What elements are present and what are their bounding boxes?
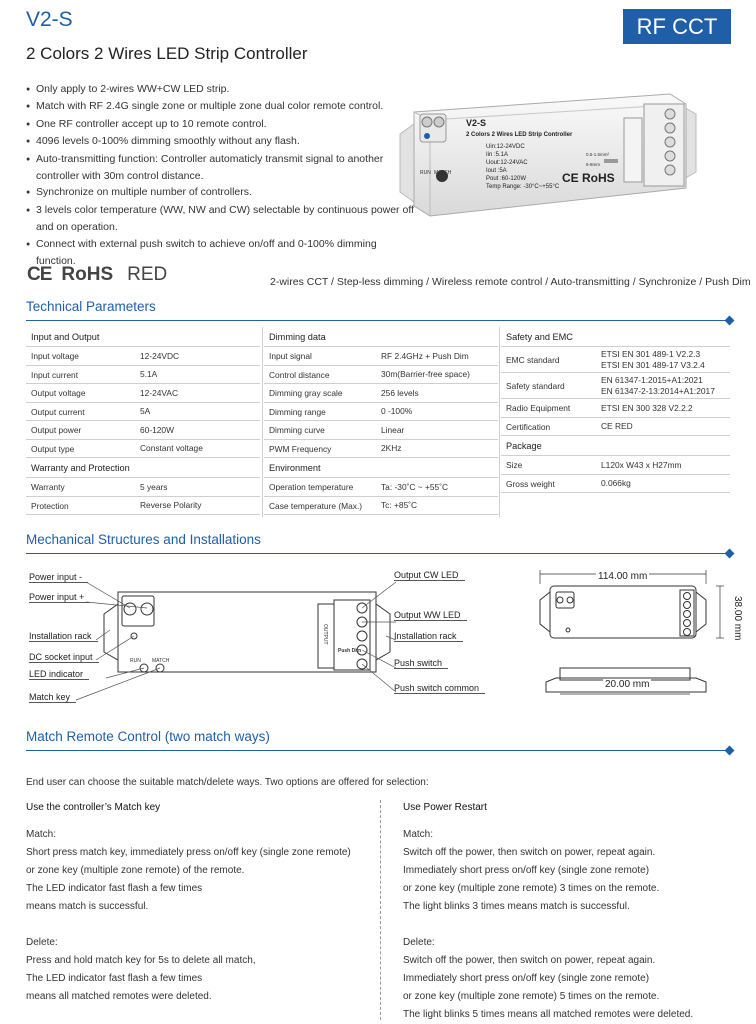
table-row: Case temperature (Max.) Tc: +85˚C xyxy=(269,500,418,511)
table-section-heading: Safety and EMC xyxy=(506,332,573,342)
callout-label: Power input + xyxy=(29,592,90,603)
callout-label: Match key xyxy=(29,692,76,703)
leader-line xyxy=(96,636,134,660)
product-spec-text: Temp Range: -30°C~+55°C xyxy=(486,184,560,190)
divider-end-marker xyxy=(725,316,735,326)
leader-line xyxy=(86,602,147,608)
instruction-line: means match is successful. xyxy=(26,901,149,912)
column-divider xyxy=(262,327,263,517)
svg-text:0.5-1.5mm²: 0.5-1.5mm² xyxy=(586,152,610,157)
delete-steps xyxy=(26,952,376,1006)
feature-item: ● 4096 levels 0-100% dimming smoothly without any flash. xyxy=(26,133,416,150)
table-row: Warranty 5 years xyxy=(31,481,168,493)
leader-line xyxy=(96,630,110,640)
table-row: PWM Frequency 2KHz xyxy=(269,443,402,454)
table-section-heading: Environment xyxy=(269,463,321,473)
instruction-line: Short press match key, immediately press on/off key (single zone remote) xyxy=(26,847,351,858)
match-label: Match: xyxy=(26,829,57,840)
feature-item: ● One RF controller accept up to 10 remote control. xyxy=(26,116,416,133)
section-divider xyxy=(26,750,730,751)
instruction-line: Immediately short press on/off key (single zone remote) xyxy=(403,865,650,876)
section-divider xyxy=(26,553,730,554)
feature-tagline: 2-wires CCT / Step-less dimming / Wireless remote control / Auto-transmitting / Synchronize / Push Dim xyxy=(270,276,751,288)
feature-list xyxy=(26,81,416,269)
red-mark: RED xyxy=(127,264,168,285)
section-divider xyxy=(26,320,730,321)
ce-mark: CE xyxy=(27,264,52,285)
callout-label: Power input - xyxy=(29,572,88,583)
svg-text:MATCH: MATCH xyxy=(434,170,452,176)
match-label: Match: xyxy=(403,829,434,840)
leader-line xyxy=(76,668,160,700)
table-row: Protection Reverse Polarity xyxy=(31,500,202,511)
instruction-line: The LED indicator fast flash a few times xyxy=(26,973,203,984)
match-title: Match Remote Control (two match ways) xyxy=(26,729,270,744)
table-row: Gross weight 0.066kg xyxy=(506,478,631,489)
table-row: Input voltage 12-24VDC xyxy=(31,350,180,362)
table-row: Control distance 30m(Barrier-free space) xyxy=(269,369,470,380)
callout-label: Output WW LED xyxy=(394,610,467,621)
mechanical-title: Mechanical Structures and Installations xyxy=(26,532,261,547)
table-row: Safety standard EN 61347-1:2015+A1:2021 EN 61347-2-13:2014+A1:2017 xyxy=(506,375,715,396)
leader-line xyxy=(362,664,396,692)
page-title: V2-S xyxy=(26,8,73,31)
table-row: Output power 60-120W xyxy=(31,424,174,436)
installation-diagram xyxy=(26,560,486,710)
table-section-heading: Input and Output xyxy=(31,332,100,342)
product-spec-text: Iout :5A xyxy=(486,168,507,174)
table-row: Operation temperature Ta: -30˚C ~ +55˚C xyxy=(269,481,449,493)
svg-text:MATCH: MATCH xyxy=(152,658,170,664)
svg-text:OUTPUT: OUTPUT xyxy=(322,624,328,645)
callout-label: Installation rack xyxy=(29,631,98,642)
leader-line xyxy=(362,582,396,608)
match-method-power xyxy=(403,799,743,1024)
match-intro: End user can choose the suitable match/delete ways. Two options are offered for selection: xyxy=(26,777,429,788)
feature-item: ● Only apply to 2-wires WW+CW LED strip. xyxy=(26,81,416,98)
divider-end-marker xyxy=(725,549,735,559)
svg-text:V2-S: V2-S xyxy=(466,118,487,128)
height-dimension: 38.00 mm xyxy=(732,596,743,641)
table-row: Size L120x W43 x H27mm xyxy=(506,459,682,471)
tech-params-title: Technical Parameters xyxy=(26,299,156,314)
feature-item: ● Synchronize on multiple number of controllers. xyxy=(26,184,416,201)
method-heading: Use the controller’s Match key xyxy=(26,802,161,813)
table-row: Certification CE RED xyxy=(506,421,633,432)
page-subtitle: 2 Colors 2 Wires LED Strip Controller xyxy=(26,44,308,63)
instruction-line: or zone key (multiple zone remote) 5 times on the remote. xyxy=(403,991,660,1002)
match-steps xyxy=(26,844,376,916)
table-row: Input signal RF 2.4GHz + Push Dim xyxy=(269,350,469,362)
delete-label: Delete: xyxy=(403,937,435,948)
column-divider xyxy=(380,800,381,1020)
callout-label: Output CW LED xyxy=(394,570,465,581)
table-row: Output voltage 12-24VAC xyxy=(31,387,179,399)
table-row: Dimming range 0 -100% xyxy=(269,406,413,417)
tech-table-io xyxy=(26,327,260,517)
product-spec-text: Pout :60-120W xyxy=(486,176,527,182)
instruction-line: The LED indicator fast flash a few times xyxy=(26,883,203,894)
rohs-mark: RoHS xyxy=(61,264,114,285)
svg-text:CE RoHS: CE RoHS xyxy=(562,171,615,185)
product-spec-text: Uin:12-24VDC xyxy=(486,144,525,150)
callout-label: Installation rack xyxy=(394,631,463,642)
leader-line xyxy=(386,636,396,640)
tech-table-safety xyxy=(501,327,730,497)
instruction-line: or zone key (multiple zone remote) of the remote. xyxy=(26,865,245,876)
callout-label: Push switch common xyxy=(394,683,485,694)
depth-dimension: 20.00 mm xyxy=(605,679,650,690)
product-photo xyxy=(390,84,710,224)
tech-table-dimming xyxy=(264,327,498,517)
feature-item: ● Match with RF 2.4G single zone or multiple zone dual color remote control. xyxy=(26,98,416,115)
callout-label: DC socket input xyxy=(29,652,99,663)
delete-label: Delete: xyxy=(26,937,58,948)
svg-text:Push Dim: Push Dim xyxy=(338,648,362,654)
instruction-line: The light blinks 3 times means match is successful. xyxy=(403,901,630,912)
instruction-line: means all matched remotes were deleted. xyxy=(26,991,212,1002)
table-row: Output current 5A xyxy=(31,406,151,417)
delete-steps xyxy=(403,952,743,1024)
instruction-line: or zone key (multiple zone remote) 3 times on the remote. xyxy=(403,883,660,894)
table-section-heading: Dimming data xyxy=(269,332,326,342)
instruction-line: Switch off the power, then switch on power, repeat again. xyxy=(403,847,656,858)
feature-item: ● Connect with external push switch to achieve on/off and 0-100% dimming function. xyxy=(26,236,416,270)
instruction-line: Immediately short press on/off key (single zone remote) xyxy=(403,973,650,984)
match-method-key xyxy=(26,799,376,1006)
length-dimension: 114.00 mm xyxy=(598,571,648,582)
match-steps xyxy=(403,844,743,916)
table-row: Dimming curve Linear xyxy=(269,424,405,436)
callout-label: LED indicator xyxy=(29,669,89,680)
table-row: Dimming gray scale 256 levels xyxy=(269,387,419,399)
svg-text:2 Colors 2 Wires LED Strip Con: 2 Colors 2 Wires LED Strip Controller xyxy=(466,132,573,138)
feature-item: ● 3 levels color temperature (WW, NW and CW) selectable by continuous power off and on operation. xyxy=(26,202,416,236)
callout-label: Push switch xyxy=(394,658,448,669)
method-heading: Use Power Restart xyxy=(403,802,487,813)
table-row: EMC standard ETSI EN 301 489-1 V2.2.3 ETSI EN 301 489-17 V3.2.4 xyxy=(506,349,705,370)
instruction-line: Switch off the power, then switch on power, repeat again. xyxy=(403,955,656,966)
product-spec-text: Iin :5.1A xyxy=(486,152,509,158)
category-badge: RF CCT xyxy=(623,9,731,44)
instruction-line: Press and hold match key for 5s to delete all match, xyxy=(26,955,256,966)
svg-text:6-8mm: 6-8mm xyxy=(586,162,601,167)
table-row: Output type Constant voltage xyxy=(31,443,203,454)
divider-end-marker xyxy=(725,746,735,756)
svg-text:RUN: RUN xyxy=(420,170,431,176)
product-spec-text: Uout:12-24VAC xyxy=(486,160,528,166)
column-divider xyxy=(499,327,500,517)
table-row: Input current 5.1A xyxy=(31,369,158,380)
svg-text:RUN: RUN xyxy=(130,658,141,664)
instruction-line: The light blinks 5 times means all matched remotes were deleted. xyxy=(403,1009,694,1020)
certification-marks xyxy=(27,264,167,286)
feature-item: ● Auto-transmitting function: Controller automaticly transmit signal to another controller with 30m control distance. xyxy=(26,151,416,185)
table-section-heading: Warranty and Protection xyxy=(31,463,130,473)
table-row: Radio Equipment ETSI EN 300 328 V2.2.2 xyxy=(506,402,693,414)
table-section-heading: Package xyxy=(506,441,542,451)
